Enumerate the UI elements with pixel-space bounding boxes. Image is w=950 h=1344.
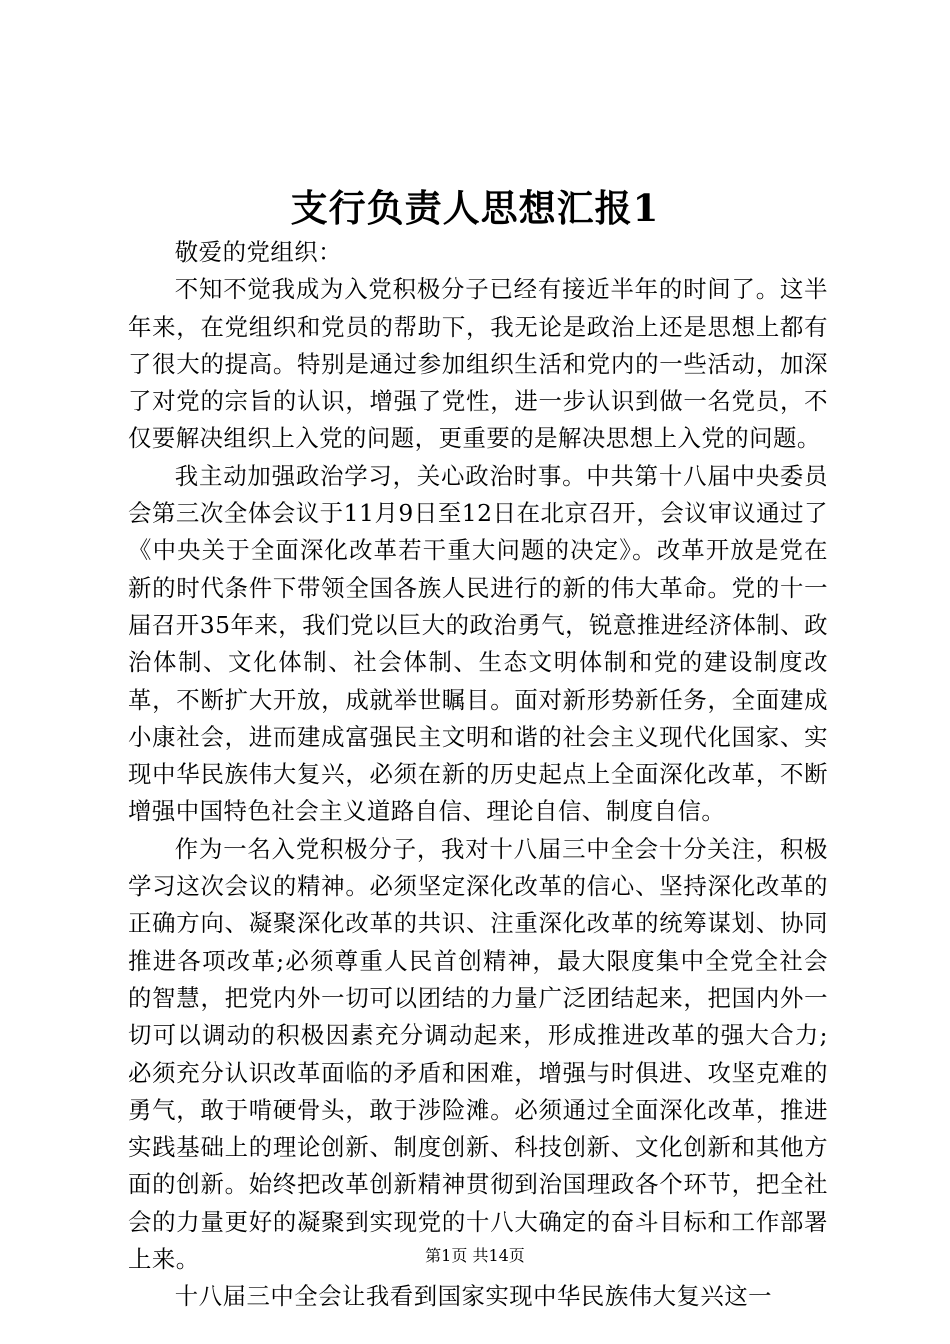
document-body [128,234,828,1316]
paragraph-1: 不知不觉我成为入党积极分子已经有接近半年的时间了。这半年来，在党组织和党员的帮助下，我无论是政治上还是思想上都有了很大的提高。特别是通过参加组织生活和党内的一些活动，加深了对党的宗旨的认识，增强了党性，进一步认识到做一名党员，不仅要解决组织上入党的问题，更重要的是解决思想上入党的问题。 [128,275,828,453]
page-number-footer: 第1页 共14页 [425,1246,525,1265]
salutation: 敬爱的党组织： [174,238,343,266]
document-title: 支行负责人思想汇报1 [290,186,660,230]
paragraph-4: 十八届三中全会让我看到国家实现中华民族伟大复兴这一 [174,1282,773,1311]
paragraph-2: 我主动加强政治学习，关心政治时事。中共第十八届中央委员会第三次全体会议于11月9日至12日在北京召开，会议审议通过了《中央关于全面深化改革若干重大问题的决定》。改革开放是党在新的时代条件下带领全国各族人民进行的新的伟大革命。党的十一届召开35年来，我们党以巨大的政治勇气，锐意推进经济体制、政治体制、文化体制、社会体制、生态文明体制和党的建设制度改革，不断扩大开放，成就举世瞩目。面对新形势新任务，全面建成小康社会，进而建成富强民主文明和谐的社会主义现代化国家、实现中华民族伟大复兴，必须在新的历史起点上全面深化改革，不断增强中国特色社会主义道路自信、理论自信、制度自信。 [128,461,828,826]
paragraph-3: 作为一名入党积极分子，我对十八届三中全会十分关注，积极学习这次会议的精神。必须坚定深化改革的信心、坚持深化改革的正确方向、凝聚深化改革的共识、注重深化改革的统筹谋划、协同推进各项改革;必须尊重人民首创精神，最大限度集中全党全社会的智慧，把党内外一切可以团结的力量广泛团结起来，把国内外一切可以调动的积极因素充分调动起来，形成推进改革的强大合力;必须充分认识改革面临的矛盾和困难，增强与时俱进、攻坚克难的勇气，敢于啃硬骨头，敢于涉险滩。必须通过全面深化改革，推进实践基础上的理论创新、制度创新、科技创新、文化创新和其他方面的创新。始终把改革创新精神贯彻到治国理政各个环节，把全社会的力量更好的凝聚到实现党的十八大确定的奋斗目标和工作部署上来。 [128,834,828,1274]
